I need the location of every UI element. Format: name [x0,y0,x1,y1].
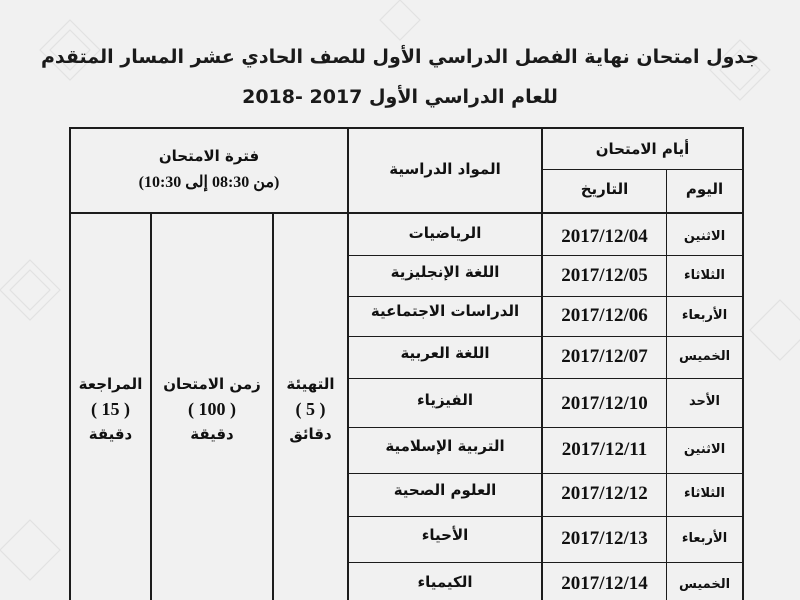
exam-value: ( 100 ) [188,399,236,419]
header-period-time: (من 08:30 إلى 10:30) [138,174,280,191]
row-date: 2017/12/10 [561,393,648,414]
review-value: ( 15 ) [91,399,130,419]
row-divider [347,255,744,256]
row-divider [347,427,744,428]
row-subject: اللغة الإنجليزية [390,263,500,281]
row-date: 2017/12/07 [561,346,648,367]
prep-time-cell [274,372,347,447]
row-day: الاثنين [683,229,726,244]
row-subject: الفيزياء [417,391,473,409]
header-divider [69,212,744,214]
row-date: 2017/12/13 [561,528,648,549]
exam-time-cell [152,372,272,447]
row-day: الأحد [688,394,720,409]
row-day: الأربعاء [681,308,728,323]
row-subject: الأحياء [421,526,469,544]
page-title: جدول امتحان نهاية الفصل الدراسي الأول للصف الحادي عشر المسار المتقدم [40,46,760,68]
row-subject: الكيمياء [417,573,473,591]
review-unit: دقيقة [88,425,133,443]
row-date: 2017/12/04 [561,226,648,247]
row-date: 2017/12/12 [561,483,648,504]
row-day: الخميس [678,577,731,592]
row-divider [347,378,744,379]
row-subject: الرياضيات [408,224,482,242]
prep-label: التهيئة [286,375,335,393]
table-border-left [69,127,71,600]
row-subject: اللغة العربية [400,344,490,362]
row-date: 2017/12/11 [561,439,648,460]
header-subjects: المواد الدراسية [389,160,501,178]
row-divider [347,296,744,297]
header-subdivider [541,169,744,170]
row-divider [347,336,744,337]
header-period-title: فترة الامتحان [158,147,260,165]
page-subtitle: للعام الدراسي الأول 2017 -2018 [242,86,558,108]
prep-value: ( 5 ) [295,399,326,419]
header-day: اليوم [685,180,724,198]
row-date: 2017/12/06 [561,305,648,326]
header-date: التاريخ [580,180,629,198]
row-day: الخميس [678,349,731,364]
row-day: الاثنين [683,442,726,457]
row-subject: الدراسات الاجتماعية [370,302,520,320]
row-divider [347,473,744,474]
row-divider [347,562,744,563]
review-label: المراجعة [78,375,143,393]
exam-label: زمن الامتحان [163,375,261,393]
row-day: الثلاثاء [684,486,725,501]
row-date: 2017/12/05 [561,265,648,286]
row-subject: العلوم الصحية [393,481,497,499]
prep-unit: دقائق [289,425,332,443]
row-subject: التربية الإسلامية [385,437,505,455]
row-day: الثلاثاء [684,268,725,283]
header-exam-days: أيام الامتحان [595,140,690,158]
row-day: الأربعاء [681,531,728,546]
table-border-right [742,127,744,600]
table-border-top [69,127,744,129]
exam-unit: دقيقة [190,425,234,443]
review-time-cell [71,372,150,447]
row-date: 2017/12/14 [561,573,648,594]
row-divider [347,516,744,517]
